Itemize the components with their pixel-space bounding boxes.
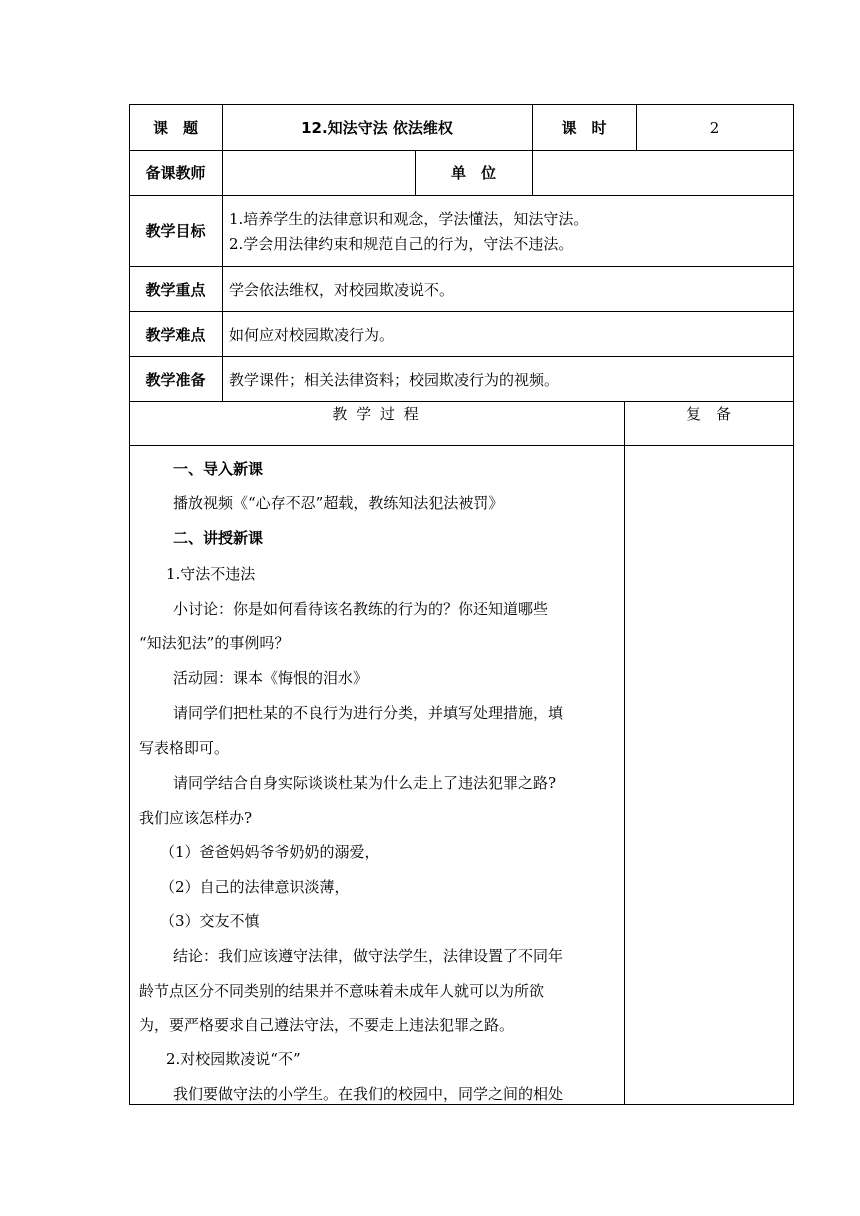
goals-line-2: 2.学会用法律约束和规范自己的行为，守法不违法。 — [229, 235, 574, 253]
process-line: 播放视频《“心存不忍”超载，教练知法犯法被罚》 — [173, 494, 504, 512]
list-item: （2）自己的法律意识淡薄， — [160, 878, 350, 896]
process-line: 我们要做守法的小学生。在我们的校园中，同学之间的相处 — [173, 1085, 564, 1103]
section-heading-new-lesson: 二、讲授新课 — [173, 529, 264, 547]
table-border — [129, 401, 794, 402]
preparation-value: 教学课件；相关法律资料；校园欺凌行为的视频。 — [229, 371, 560, 389]
process-heading: 教 学 过 程 — [332, 405, 421, 423]
difficulty-label: 教学难点 — [145, 326, 206, 344]
list-item: （3）交友不慎 — [160, 912, 260, 930]
process-line: 活动园：课本《悔恨的泪水》 — [173, 669, 369, 687]
subsection-heading: 2.对校园欺凌说“不” — [166, 1050, 301, 1068]
goals-label: 教学目标 — [145, 222, 206, 240]
table-border — [129, 195, 794, 196]
key-points-label: 教学重点 — [145, 281, 206, 299]
table-border — [129, 1104, 794, 1105]
subsection-heading: 1.守法不违法 — [166, 565, 256, 583]
preparation-label: 教学准备 — [145, 371, 206, 389]
process-line: 我们应该怎样办? — [139, 809, 253, 827]
teacher-label: 备课教师 — [145, 164, 206, 182]
table-border — [129, 104, 794, 105]
process-line: 写表格即可。 — [139, 739, 230, 757]
key-points-value: 学会依法维权，对校园欺凌说不。 — [229, 281, 455, 299]
table-border — [129, 445, 794, 446]
process-line: 结论：我们应该遵守法律，做守法学生，法律设置了不同年 — [173, 947, 564, 965]
goals-line-1: 1.培养学生的法律意识和观念，学法懂法，知法守法。 — [229, 210, 589, 228]
topic-label: 课 题 — [152, 119, 198, 137]
process-line: 小讨论：你是如何看待该名教练的行为的？你还知道哪些 — [173, 600, 549, 618]
table-border — [222, 104, 223, 401]
process-line: 为，要严格要求自己遵法守法，不要走上违法犯罪之路。 — [139, 1016, 515, 1034]
difficulty-value: 如何应对校园欺凌行为。 — [229, 326, 395, 344]
table-border — [129, 356, 794, 357]
section-heading-intro: 一、导入新课 — [173, 460, 264, 478]
table-border — [129, 150, 794, 151]
process-line: “知法犯法”的事例吗？ — [139, 634, 290, 652]
review-heading: 复 备 — [685, 405, 731, 423]
table-border — [129, 266, 794, 267]
table-border — [532, 150, 533, 195]
periods-value: 2 — [709, 119, 720, 137]
periods-label: 课 时 — [561, 119, 607, 137]
list-item: （1）爸爸妈妈爷爷奶奶的溺爱， — [160, 843, 380, 861]
process-line: 请同学结合自身实际谈谈杜某为什么走上了违法犯罪之路? — [173, 774, 557, 792]
process-line: 请同学们把杜某的不良行为进行分类，并填写处理措施，填 — [173, 704, 564, 722]
table-border — [793, 104, 794, 1105]
unit-label: 单 位 — [450, 164, 496, 182]
table-border — [129, 311, 794, 312]
process-line: 龄节点区分不同类别的结果并不意味着未成年人就可以为所欲 — [139, 982, 545, 1000]
table-border — [129, 104, 130, 1105]
topic-value: 12.知法守法 依法维权 — [301, 119, 453, 137]
